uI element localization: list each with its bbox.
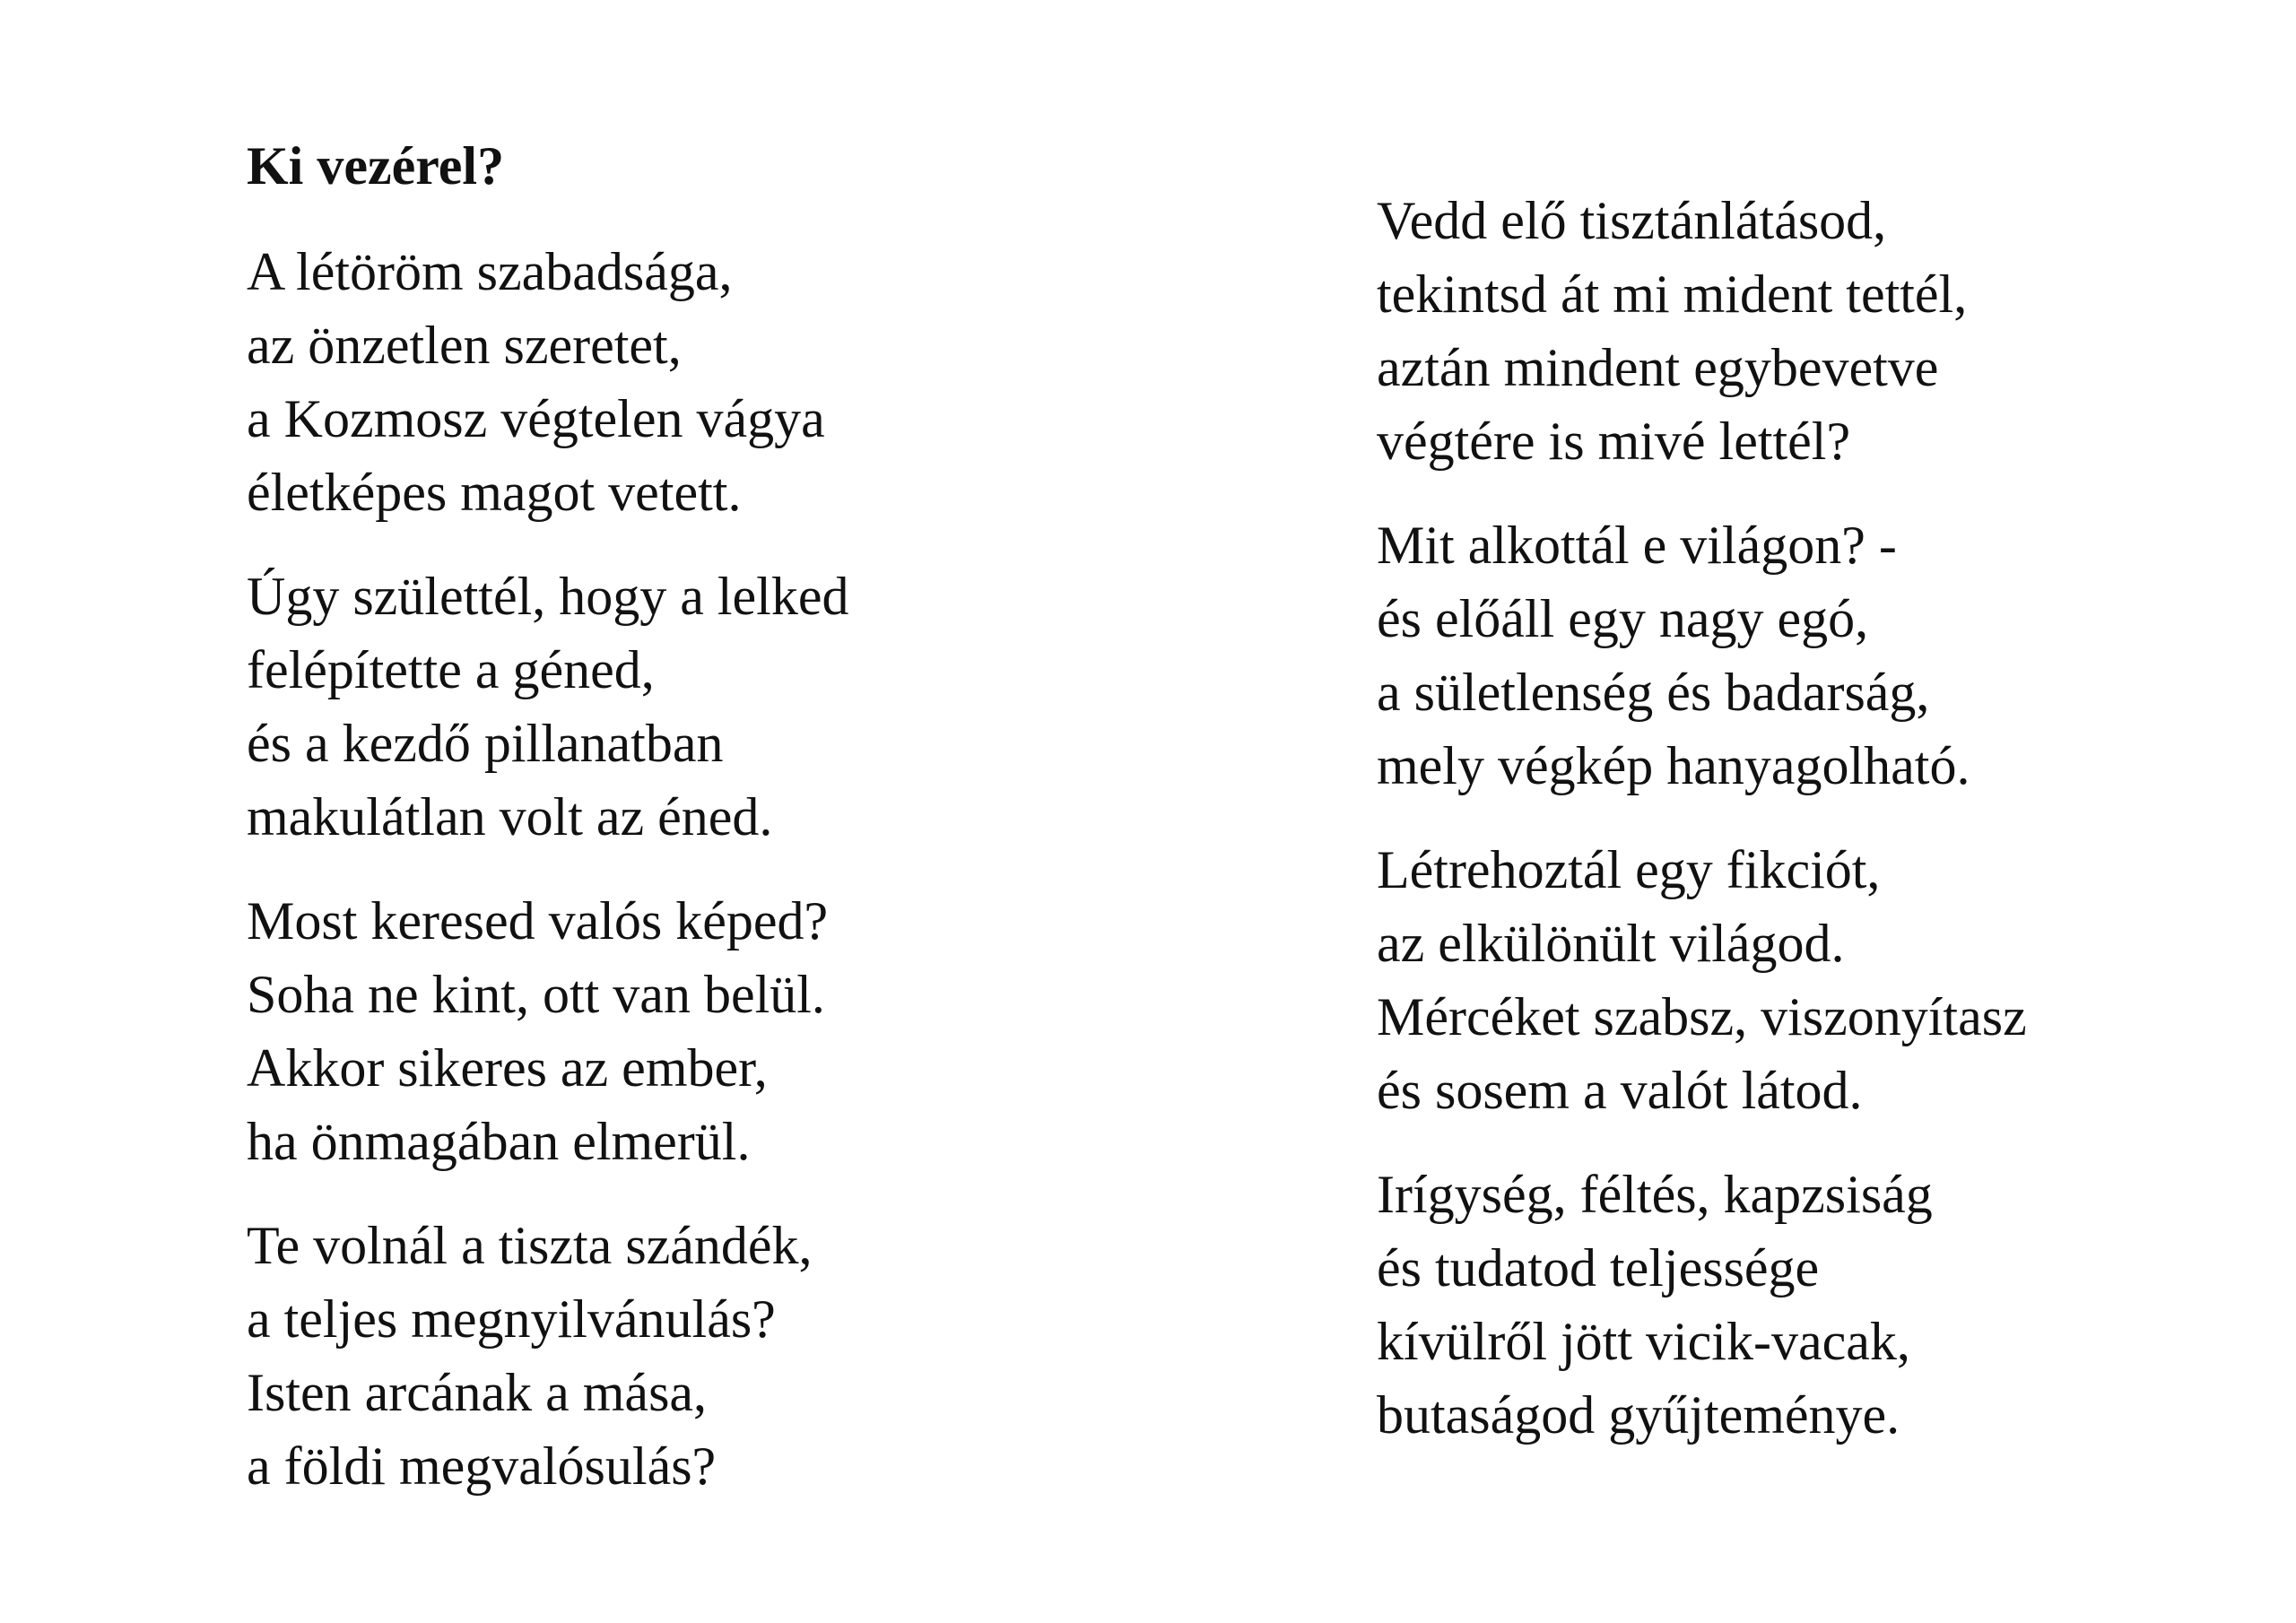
poem-line: felépítette a géned, (247, 640, 655, 699)
poem-line: a teljes megnyilvánulás? (247, 1289, 776, 1349)
poem-line: Létrehoztál egy fikciót, (1377, 840, 1881, 899)
poem-line: ha önmagában elmerül. (247, 1112, 751, 1171)
stanza-left-4 (247, 1209, 813, 1503)
poem-line: Akkor sikeres az ember, (247, 1038, 768, 1098)
poem-line: makulátlan volt az éned. (247, 787, 773, 846)
poem-line: Mércéket szabsz, viszonyítasz (1377, 987, 2027, 1046)
poem-line: Most keresed valós képed? (247, 891, 829, 950)
poem-line: A létöröm szabadsága, (247, 242, 733, 301)
poem-line: Irígység, féltés, kapzsiság (1377, 1165, 1933, 1224)
poem-line: és sosem a valót látod. (1377, 1061, 1863, 1120)
poem-line: végtére is mivé lettél? (1377, 412, 1851, 471)
stanza-left-3 (247, 884, 828, 1178)
poem-line: Vedd elő tisztánlátásod, (1377, 191, 1887, 250)
stanza-right-2 (1377, 508, 1970, 803)
poem-line: Úgy születtél, hogy a lelked (247, 567, 849, 626)
stanza-left-1 (247, 235, 825, 529)
stanza-right-4 (1377, 1158, 1933, 1452)
stanza-right-3 (1377, 833, 2027, 1127)
poem-line: a földi megvalósulás? (247, 1436, 717, 1496)
poem-line: Mit alkottál e világon? - (1377, 516, 1897, 575)
poem-line: Isten arcának a mása, (247, 1363, 708, 1422)
poem-line: kívülről jött vicik-vacak, (1377, 1312, 1910, 1371)
poem-line: az elkülönült világod. (1377, 914, 1845, 973)
poem-line: aztán mindent egybevetve (1377, 338, 1939, 397)
poem-line: az önzetlen szeretet, (247, 316, 682, 375)
poem-line: Soha ne kint, ott van belül. (247, 965, 825, 1024)
poem-line: és tudatod teljessége (1377, 1238, 1820, 1298)
poem-line: a Kozmosz végtelen vágya (247, 389, 825, 448)
stanza-right-1 (1377, 184, 1967, 478)
poem-line: Te volnál a tiszta szándék, (247, 1216, 813, 1275)
poem-title: Ki vezérel? (247, 136, 505, 195)
poem-line: mely végkép hanyagolható. (1377, 736, 1970, 795)
stanza-left-2 (247, 560, 848, 854)
poem-line: és a kezdő pillanatban (247, 714, 724, 773)
poem-line: életképes magot vetett. (247, 463, 742, 522)
poem-line: és előáll egy nagy egó, (1377, 589, 1869, 648)
poem-line: tekintsd át mi mident tettél, (1377, 265, 1968, 324)
poem-line: a sületlenség és badarság, (1377, 663, 1930, 722)
poem-line: butaságod gyűjteménye. (1377, 1385, 1900, 1445)
